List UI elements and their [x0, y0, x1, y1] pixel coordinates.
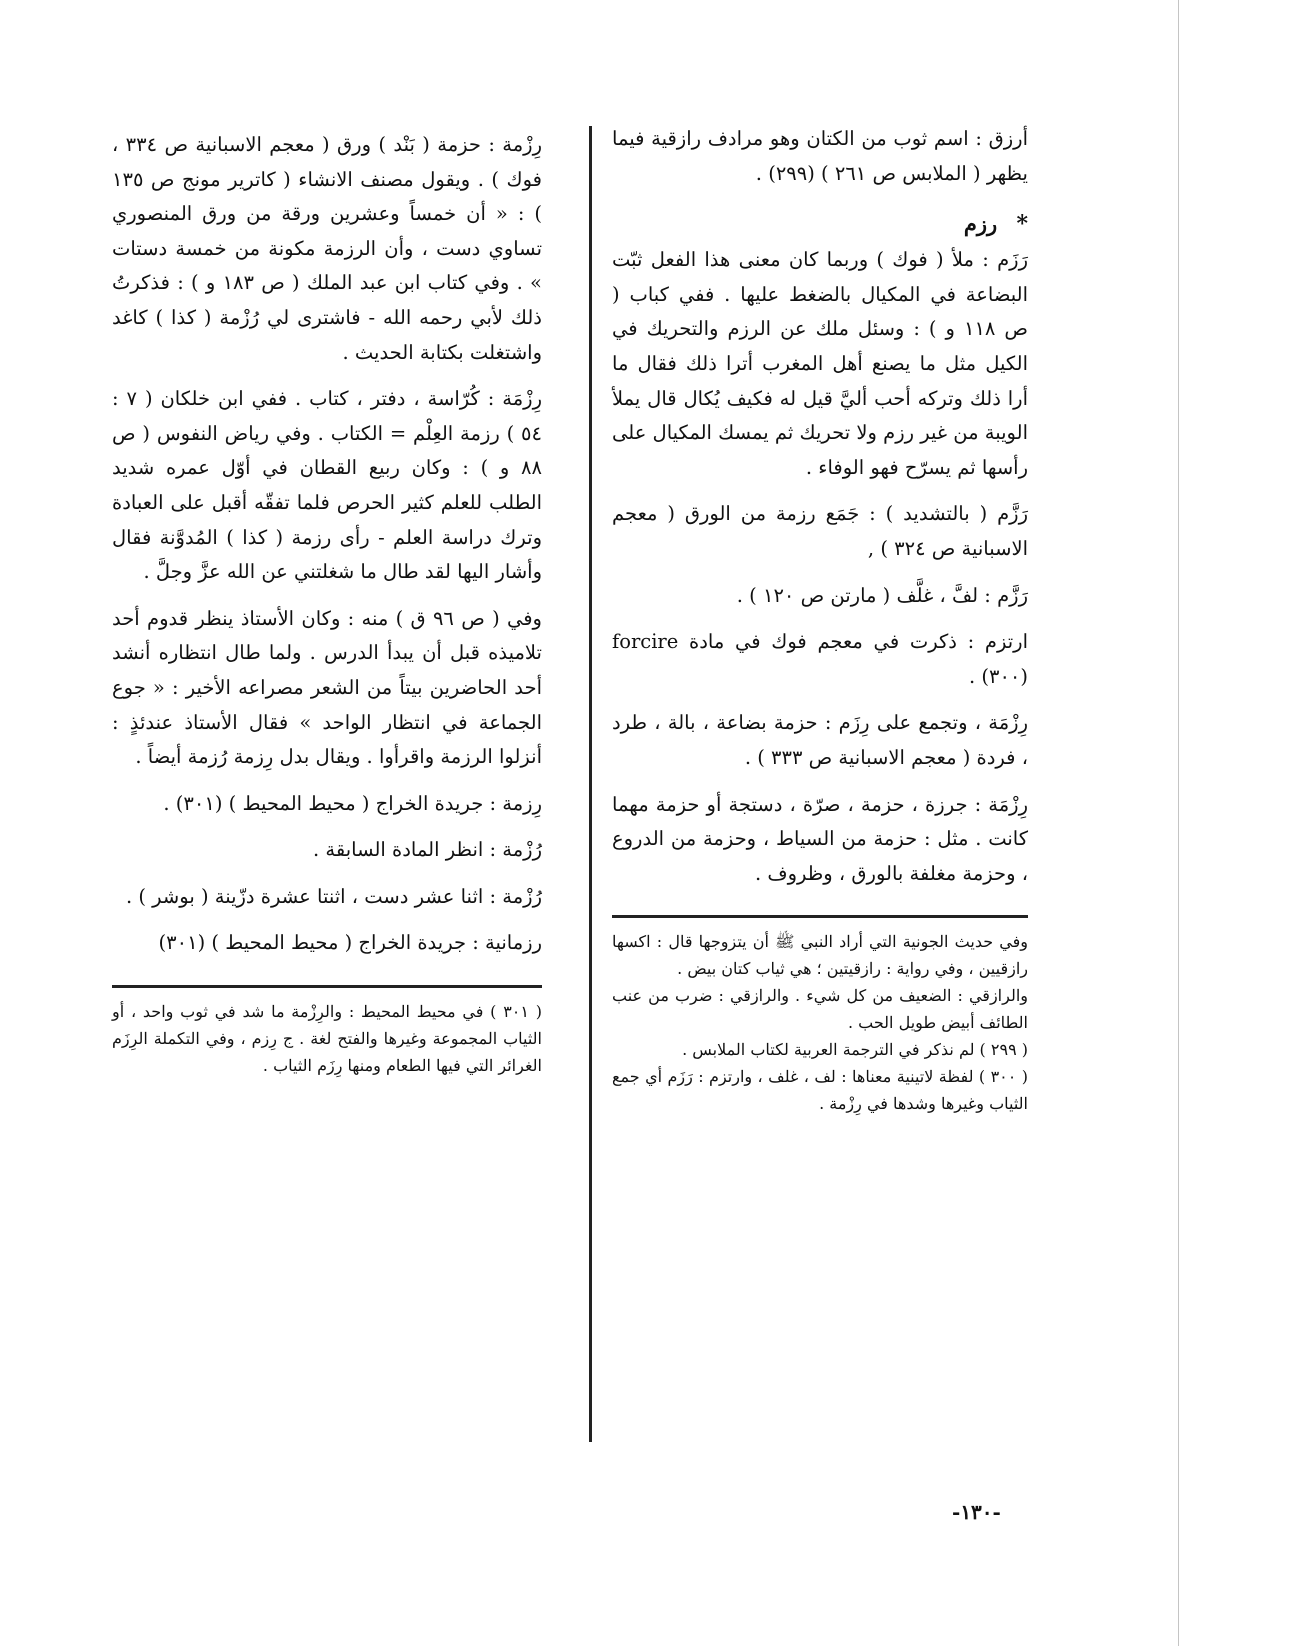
entry-text: رِزمة : جريدة الخراج ( محيط المحيط ) (٣٠١) . [163, 791, 542, 815]
entry-text: رِزْمَة : جرزة ، حزمة ، صرّة ، دستجة أو حزمة مهما كانت . مثل : حزمة من السياط ، وحزمة من الدروع ، وحزمة مغلفة بالورق ، وظروف . [612, 792, 1028, 885]
entry-text: رَزَّم : لفَّ ، غلَّف ( مارتن ص ١٢٠ ) . [736, 583, 1028, 607]
entry-rizma-1 [612, 706, 1028, 775]
entry-text: أرزق : اسم ثوب من الكتان وهو مرادف رازقية فيما يظهر ( الملابس ص ٢٦١ ) (٢٩٩) . [612, 127, 1028, 185]
entry-text: ارتزم : ذكرت في معجم فوك في مادة forcire (٣٠٠) . [612, 630, 1028, 688]
headword-text: رزم [963, 211, 998, 237]
binding-edge-line [1178, 0, 1179, 1646]
asterisk-icon: * [1016, 211, 1028, 238]
entry-text: رُزْمة : انظر المادة السابقة . [312, 838, 542, 862]
entry-text: رِزْمَة : كُرّاسة ، دفتر ، كتاب . ففي ابن خلكان ( ٧ : ٥٤ ) رزمة العِلْم = الكتاب . وفي رياض النفوس ( ص ٨٨ و ) : وكان ربيع القطان في أوّل عمره شديد الطلب للعلم كثير الحرص فلما تفقّه أقبل على العبادة وترك دراسة العلم - رأى رزمة ( كذا ) المُدوَّنة فقال وأشار اليها لقد طال ما شغلتني عن الله عزَّ وجلَّ . [112, 387, 542, 584]
footnote-299: ( ٢٩٩ ) لم نذكر في الترجمة العربية لكتاب الملابس . [682, 1040, 1028, 1060]
footnote-continuation: والرازقي : الضعيف من كل شيء . والرازقي : ضرب من عنب الطائف أبيض طويل الحب . [612, 986, 1028, 1033]
entry-rizma-2 [612, 788, 1028, 892]
entry-ruzma-dozen [112, 880, 542, 915]
entry-razam [612, 243, 1028, 485]
entry-rizma-register [112, 787, 542, 822]
entry-rizma-bundle [112, 128, 542, 370]
entry-riyad-quote [112, 602, 542, 775]
column-divider [589, 126, 592, 1442]
page-number: -١٣٠- [952, 1500, 1001, 1524]
entry-text: رَزَم : ملأ ( فوك ) وربما كان معنى هذا الفعل ثبّت البضاعة في المكيال بالضغط عليها . ففي كباب ( ص ١١٨ و ) : وسئل ملك عن الرزم والتحريك في الكيل مثل ما يصنع أهل المغرب أترا ذلك فقال ما أرا ذلك وتركه أحب أليَّ قيل له فكيف يُكال قال يملأ الويبة من غير رزم ولا تحريك ثم يمسك المكيال على رأسها ثم يسرّح فهو الوفاء . [612, 248, 1028, 479]
left-column [112, 128, 542, 1079]
footnote-300: ( ٣٠٠ ) لفظة لاتينية معناها : لف ، غلف ، وارتزم : رَزَم أي جمع الثياب وغيرها وشدها في رِزْمة . [612, 1067, 1029, 1114]
footnote-divider [612, 915, 1028, 918]
entry-arzaq [612, 122, 1028, 191]
footnote-continuation: وفي حديث الجونية التي أراد النبي ﷺ أن يتزوجها قال : اكسها رازقيين ، وفي رواية : رازقيتين ؛ هي ثياب كتان بيض . [612, 932, 1028, 979]
entry-razzam-1 [612, 497, 1028, 566]
headword-rzm [612, 207, 1028, 241]
footnote-divider [112, 985, 542, 988]
entry-razzam-2 [612, 579, 1028, 614]
footnote-301: ( ٣٠١ ) في محيط المحيط : والرِزْمة ما شد في ثوب واحد ، أو الثياب المجموعة وغيرها والفتح لغة . ج رِزم ، وفي التكملة الرِزَم الغرائر التي فيها الطعام ومنها رِزَم الثياب . [112, 1002, 543, 1076]
entry-text: وفي ( ص ٩٦ ق ) منه : وكان الأستاذ ينظر قدوم أحد تلاميذه قبل أن يبدأ الدرس . ولما طال انتظاره أنشد أحد الحاضرين بيتاً من الشعر مصراعه الأخير : « جوع الجماعة في انتظار الواحد » فقال الأستاذ عندئذٍ : أنزلوا الرزمة واقرأوا . ويقال بدل رِزمة رُزمة أيضاً . [112, 606, 542, 769]
right-column [612, 122, 1028, 1117]
entry-rizma-booklet [112, 382, 542, 590]
entry-text: رَزَّم ( بالتشديد ) : جَمَع رزمة من الورق ( معجم الاسبانية ص ٣٢٤ ) , [612, 502, 1028, 560]
entry-text: رُزْمة : اثنا عشر دست ، اثنتا عشرة دزّينة ( بوشر ) . [125, 884, 542, 908]
entry-text: رزمانية : جريدة الخراج ( محيط المحيط ) (٣٠١) [158, 931, 542, 955]
entry-ruzma-see [112, 833, 542, 868]
entry-text: رِزْمة : حزمة ( بَنْد ) ورق ( معجم الاسبانية ص ٣٣٤ ، فوك ) . ويقول مصنف الانشاء ( كاترير مونج ص ١٣٥ ) : « أن خمساً وعشرين ورقة من ورق المنصوري تساوي دست ، وأن الرزمة مكونة من خمسة دستات » . وفي كتاب ابن عبد الملك ( ص ١٨٣ و ) : فذكرتُ ذلك لأبي رحمه الله - فاشترى لي رُزْمة ( كذا ) كاغد واشتغلت بكتابة الحديث . [112, 133, 542, 364]
entry-irtazam [612, 625, 1028, 694]
entry-rizmaniya [112, 926, 542, 961]
entry-text: رِزْمَة ، وتجمع على رِزَم : حزمة بضاعة ، بالة ، طرد ، فردة ( معجم الاسبانية ص ٣٣٣ ) . [612, 711, 1028, 769]
